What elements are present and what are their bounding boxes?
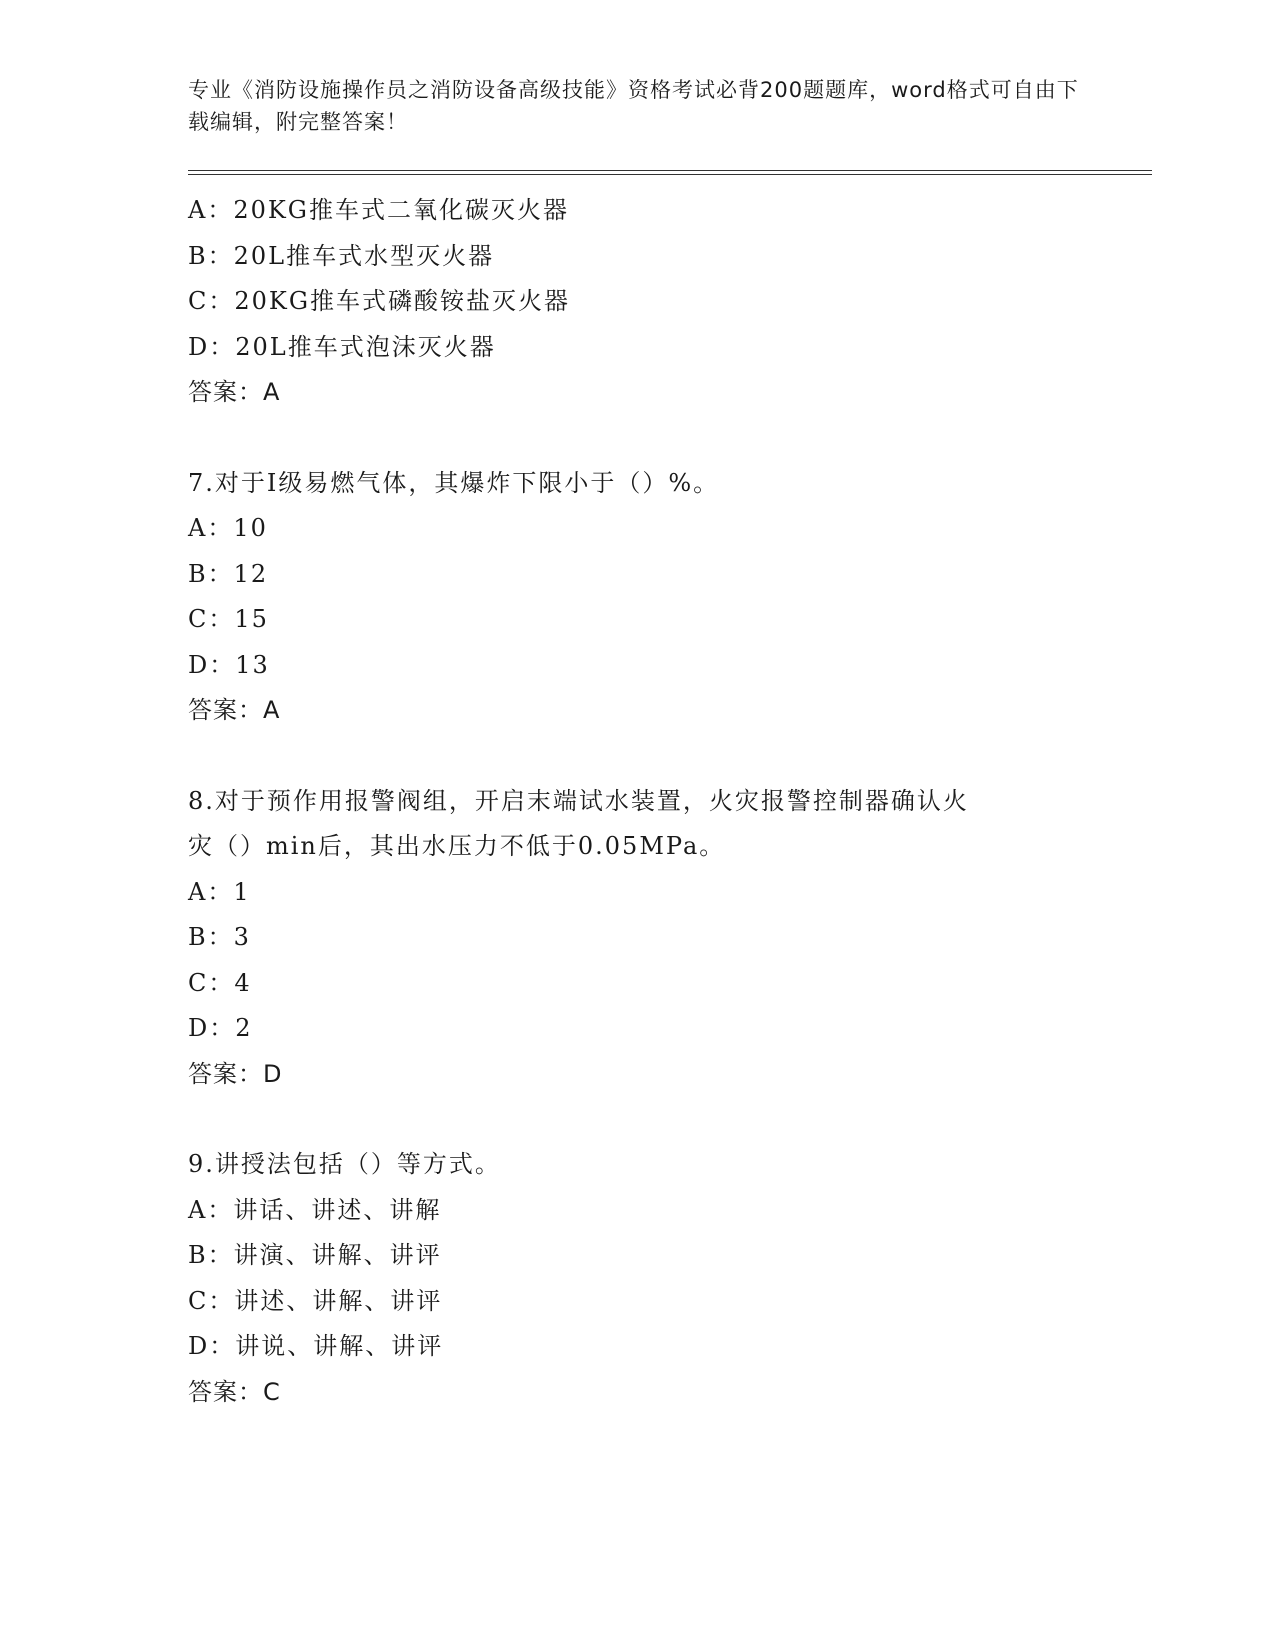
question-stem: 9.讲授法包括（）等方式。 — [188, 1150, 501, 1178]
answer-label: 答案： — [188, 1377, 263, 1406]
answer-value: D — [263, 1059, 283, 1088]
option-d: D：2 — [188, 1014, 253, 1042]
question-block-9 — [188, 1142, 1088, 1415]
option-c: C：4 — [188, 968, 252, 997]
option-b: B：12 — [188, 559, 269, 588]
question-list — [188, 188, 1088, 1415]
option-b: B：3 — [188, 923, 251, 951]
answer-line — [188, 688, 1088, 734]
option-d: D：讲说、讲解、讲评 — [188, 1332, 444, 1360]
option-a: A：1 — [188, 877, 251, 906]
answer-line — [188, 370, 1088, 416]
option-d: D：13 — [188, 650, 270, 679]
option-d: D：20L推车式泡沫灭火器 — [188, 332, 496, 361]
option-b: B：讲演、讲解、讲评 — [188, 1241, 442, 1269]
answer-value: C — [263, 1377, 281, 1406]
option-a: A：20KG推车式二氧化碳灭火器 — [188, 196, 569, 224]
option-a: A：10 — [188, 514, 268, 542]
question-block-8 — [188, 779, 1088, 1098]
header-divider-top — [188, 170, 1152, 171]
option-c: C：20KG推车式磷酸铵盐灭火器 — [188, 287, 571, 315]
answer-value: A — [263, 696, 281, 724]
option-a: A：讲话、讲述、讲解 — [188, 1195, 442, 1224]
question-stem-line-1: 8.对于预作用报警阀组，开启末端试水装置，火灾报警控制器确认火 — [188, 786, 969, 815]
answer-line — [188, 1052, 1088, 1098]
answer-label: 答案： — [188, 696, 263, 724]
answer-label: 答案： — [188, 1059, 263, 1088]
answer-line — [188, 1370, 1088, 1416]
header-divider-bottom — [188, 174, 1152, 175]
question-stem-line-2: 灾（）min后，其出水压力不低于0.05MPa。 — [188, 832, 726, 860]
question-stem: 7.对于Ⅰ级易燃气体，其爆炸下限小于（）%。 — [188, 468, 720, 497]
answer-value: A — [263, 378, 281, 406]
option-c: C：讲述、讲解、讲评 — [188, 1286, 443, 1315]
document-header: 专业《消防设施操作员之消防设备高级技能》资格考试必背200题题库，word格式可自由下载编辑，附完整答案！ — [188, 78, 1079, 134]
option-b: B：20L推车式水型灭火器 — [188, 241, 495, 270]
question-block-7 — [188, 461, 1088, 734]
question-block-6 — [188, 188, 1088, 416]
answer-label: 答案： — [188, 378, 263, 406]
option-c: C：15 — [188, 605, 269, 633]
